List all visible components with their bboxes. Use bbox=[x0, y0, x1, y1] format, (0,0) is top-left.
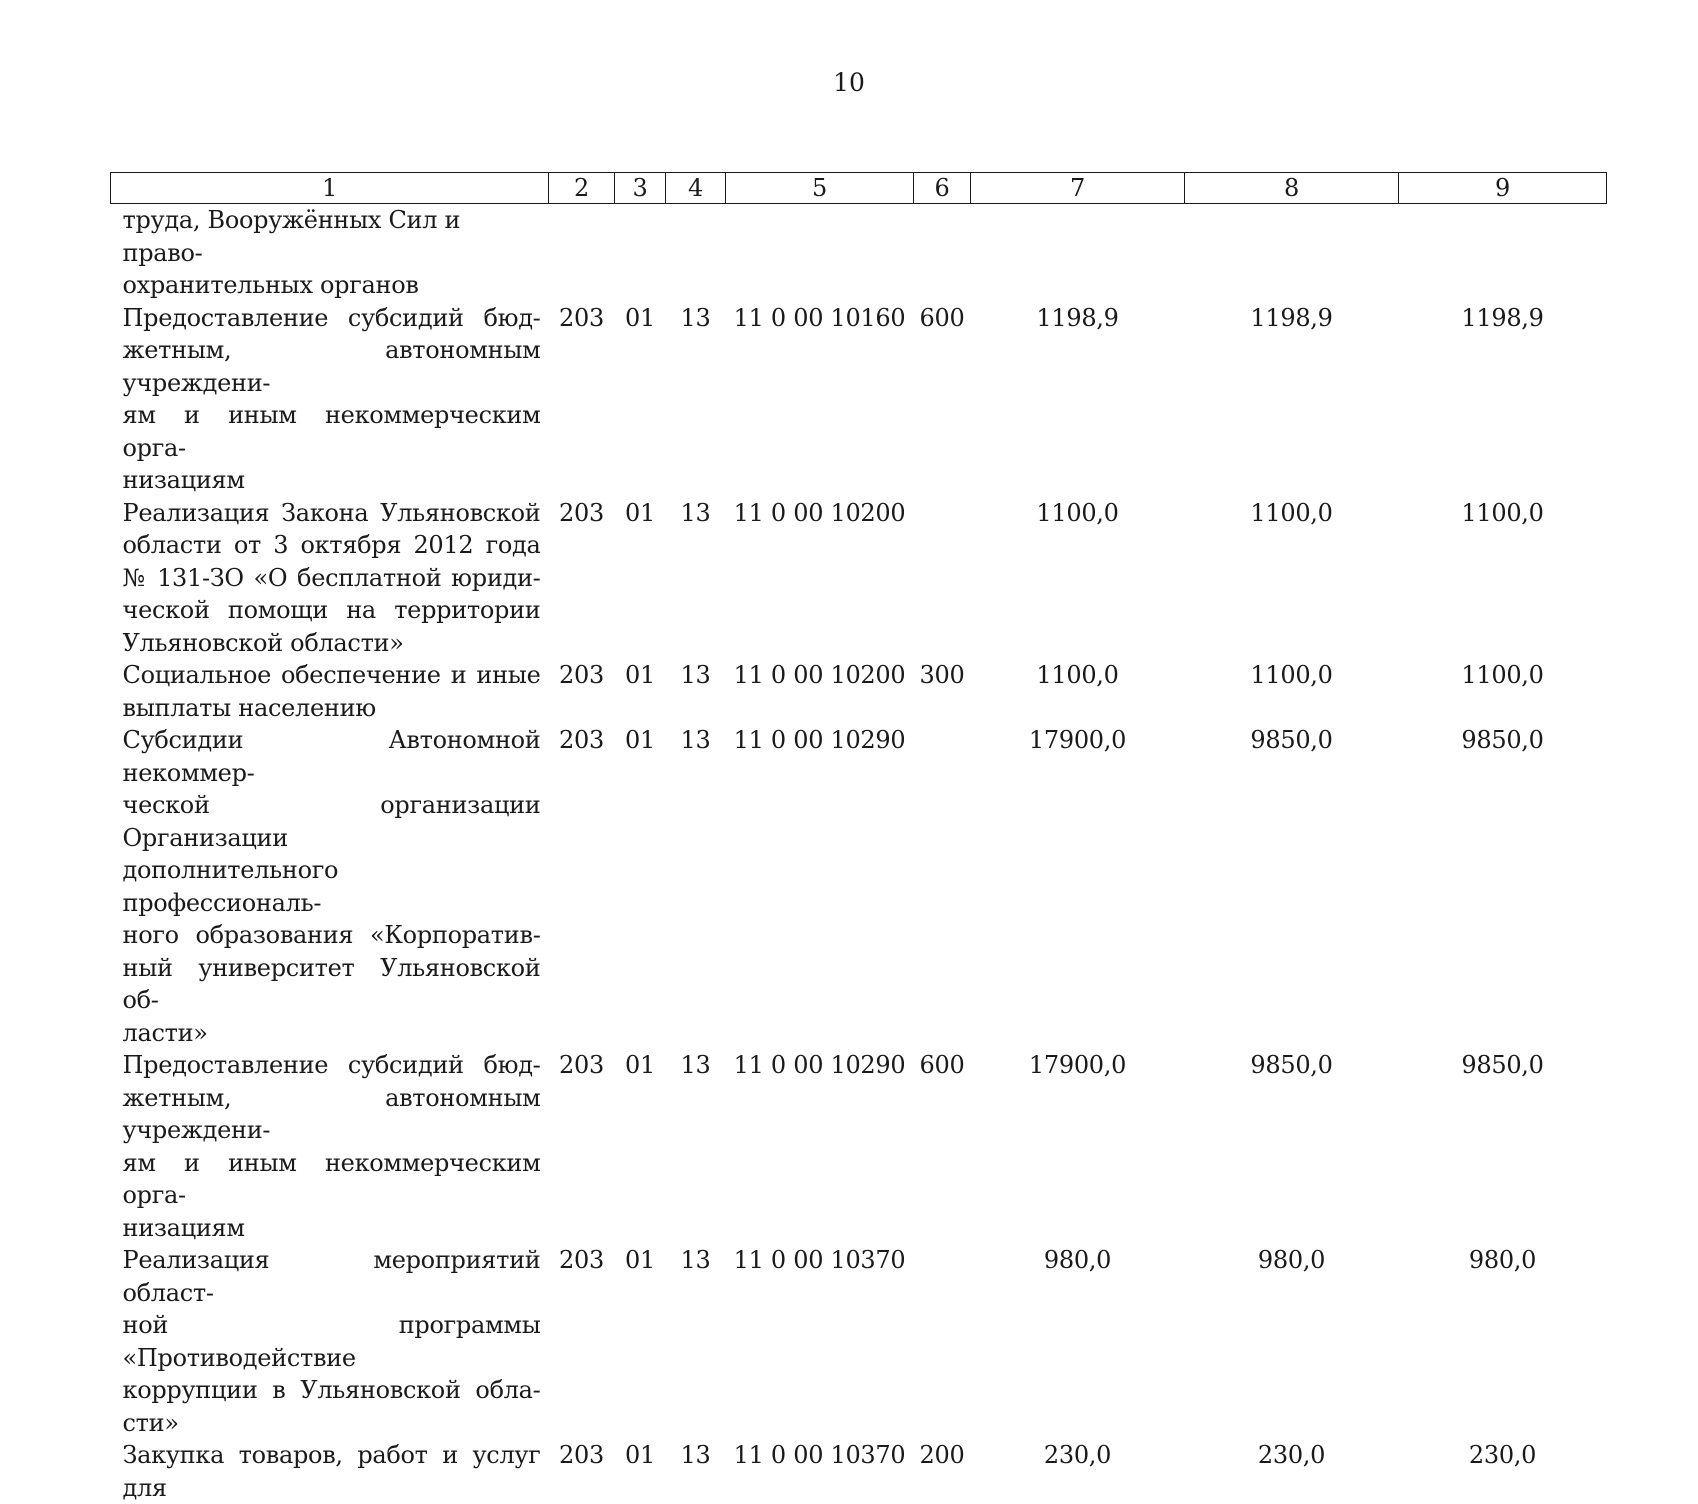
description-line: № 131-ЗО «О бесплатной юриди- bbox=[123, 562, 541, 595]
amount-col-8: 230,0 bbox=[1185, 1439, 1399, 1504]
amount-col-7: 17900,0 bbox=[971, 724, 1185, 1049]
amount-col-7: 1100,0 bbox=[971, 497, 1185, 660]
amount-col-8: 980,0 bbox=[1185, 1244, 1399, 1439]
table-row bbox=[111, 1439, 1607, 1504]
section-code: 203 bbox=[549, 497, 615, 660]
table-row bbox=[111, 497, 1607, 660]
subchapter-code: 13 bbox=[666, 497, 726, 660]
header-col-7: 7 bbox=[971, 173, 1185, 204]
description-line: коррупции в Ульяновской обла- bbox=[123, 1374, 541, 1407]
row-description bbox=[111, 204, 549, 302]
amount-col-7 bbox=[971, 204, 1185, 302]
section-code: 203 bbox=[549, 659, 615, 724]
table-row bbox=[111, 724, 1607, 1049]
header-col-5: 5 bbox=[726, 173, 914, 204]
description-line: жетным, автономным учреждени- bbox=[123, 1082, 541, 1147]
table-row bbox=[111, 204, 1607, 302]
expense-type-code: 200 bbox=[914, 1439, 971, 1504]
table-body bbox=[111, 204, 1607, 1504]
description-line: ческой помощи на территории bbox=[123, 594, 541, 627]
description-line: Закупка товаров, работ и услуг для bbox=[123, 1439, 541, 1504]
subchapter-code: 13 bbox=[666, 302, 726, 497]
description-line: ям и иным некоммерческим орга- bbox=[123, 399, 541, 464]
amount-col-7: 230,0 bbox=[971, 1439, 1185, 1504]
row-description bbox=[111, 1049, 549, 1244]
amount-col-8: 1100,0 bbox=[1185, 659, 1399, 724]
description-line: ный университет Ульяновской об- bbox=[123, 952, 541, 1017]
amount-col-9: 9850,0 bbox=[1399, 1049, 1607, 1244]
target-article-code: 11 0 00 10290 bbox=[726, 724, 914, 1049]
chapter-code: 01 bbox=[615, 497, 666, 660]
description-line: труда, Вооружённых Сил и право- bbox=[123, 204, 541, 269]
expense-type-code: 600 bbox=[914, 1049, 971, 1244]
subchapter-code: 13 bbox=[666, 1439, 726, 1504]
chapter-code: 01 bbox=[615, 724, 666, 1049]
description-line: Предоставление субсидий бюд- bbox=[123, 302, 541, 335]
description-line: Субсидии Автономной некоммер- bbox=[123, 724, 541, 789]
row-description bbox=[111, 724, 549, 1049]
chapter-code: 01 bbox=[615, 302, 666, 497]
expense-type-code bbox=[914, 497, 971, 660]
expense-type-code: 300 bbox=[914, 659, 971, 724]
budget-table bbox=[110, 172, 1607, 1504]
description-line: Реализация мероприятий област- bbox=[123, 1244, 541, 1309]
description-line: Социальное обеспечение и иные bbox=[123, 659, 541, 692]
section-code: 203 bbox=[549, 1049, 615, 1244]
amount-col-8: 9850,0 bbox=[1185, 724, 1399, 1049]
description-line: области от 3 октября 2012 года bbox=[123, 529, 541, 562]
chapter-code: 01 bbox=[615, 1244, 666, 1439]
row-description bbox=[111, 302, 549, 497]
header-col-2: 2 bbox=[549, 173, 615, 204]
amount-col-7: 1100,0 bbox=[971, 659, 1185, 724]
subchapter-code: 13 bbox=[666, 659, 726, 724]
target-article-code: 11 0 00 10200 bbox=[726, 659, 914, 724]
target-article-code: 11 0 00 10370 bbox=[726, 1439, 914, 1504]
description-line: низациям bbox=[123, 464, 541, 497]
description-line: Предоставление субсидий бюд- bbox=[123, 1049, 541, 1082]
target-article-code: 11 0 00 10290 bbox=[726, 1049, 914, 1244]
section-code bbox=[549, 204, 615, 302]
description-line: дополнительного профессиональ- bbox=[123, 854, 541, 919]
expense-type-code bbox=[914, 724, 971, 1049]
header-col-3: 3 bbox=[615, 173, 666, 204]
table-row bbox=[111, 302, 1607, 497]
table-row bbox=[111, 659, 1607, 724]
target-article-code: 11 0 00 10370 bbox=[726, 1244, 914, 1439]
description-line: ласти» bbox=[123, 1017, 541, 1050]
expense-type-code bbox=[914, 204, 971, 302]
description-line: выплаты населению bbox=[123, 692, 541, 725]
section-code: 203 bbox=[549, 1244, 615, 1439]
section-code: 203 bbox=[549, 302, 615, 497]
table-row bbox=[111, 1049, 1607, 1244]
description-line: жетным, автономным учреждени- bbox=[123, 334, 541, 399]
description-line: Реализация Закона Ульяновской bbox=[123, 497, 541, 530]
page-number: 10 bbox=[0, 68, 1698, 98]
amount-col-9: 1198,9 bbox=[1399, 302, 1607, 497]
row-description bbox=[111, 1439, 549, 1504]
amount-col-8 bbox=[1185, 204, 1399, 302]
chapter-code bbox=[615, 204, 666, 302]
description-line: ной программы «Противодействие bbox=[123, 1309, 541, 1374]
chapter-code: 01 bbox=[615, 1049, 666, 1244]
section-code: 203 bbox=[549, 1439, 615, 1504]
description-line: ческой организации Организации bbox=[123, 789, 541, 854]
amount-col-7: 17900,0 bbox=[971, 1049, 1185, 1244]
row-description bbox=[111, 659, 549, 724]
row-description bbox=[111, 1244, 549, 1439]
expense-type-code: 600 bbox=[914, 302, 971, 497]
amount-col-9: 980,0 bbox=[1399, 1244, 1607, 1439]
target-article-code: 11 0 00 10160 bbox=[726, 302, 914, 497]
row-description bbox=[111, 497, 549, 660]
subchapter-code bbox=[666, 204, 726, 302]
description-line: низациям bbox=[123, 1212, 541, 1245]
target-article-code bbox=[726, 204, 914, 302]
expense-type-code bbox=[914, 1244, 971, 1439]
header-col-4: 4 bbox=[666, 173, 726, 204]
table-row bbox=[111, 1244, 1607, 1439]
target-article-code: 11 0 00 10200 bbox=[726, 497, 914, 660]
amount-col-9: 230,0 bbox=[1399, 1439, 1607, 1504]
subchapter-code: 13 bbox=[666, 1049, 726, 1244]
header-col-8: 8 bbox=[1185, 173, 1399, 204]
chapter-code: 01 bbox=[615, 659, 666, 724]
subchapter-code: 13 bbox=[666, 1244, 726, 1439]
amount-col-8: 1198,9 bbox=[1185, 302, 1399, 497]
description-line: ям и иным некоммерческим орга- bbox=[123, 1147, 541, 1212]
amount-col-9 bbox=[1399, 204, 1607, 302]
amount-col-7: 980,0 bbox=[971, 1244, 1185, 1439]
chapter-code: 01 bbox=[615, 1439, 666, 1504]
section-code: 203 bbox=[549, 724, 615, 1049]
header-col-1: 1 bbox=[111, 173, 549, 204]
table-header bbox=[111, 173, 1607, 204]
subchapter-code: 13 bbox=[666, 724, 726, 1049]
header-row bbox=[111, 173, 1607, 204]
amount-col-8: 9850,0 bbox=[1185, 1049, 1399, 1244]
description-line: сти» bbox=[123, 1407, 541, 1440]
description-line: ного образования «Корпоратив- bbox=[123, 919, 541, 952]
description-line: Ульяновской области» bbox=[123, 627, 541, 660]
amount-col-9: 1100,0 bbox=[1399, 659, 1607, 724]
header-col-6: 6 bbox=[914, 173, 971, 204]
amount-col-9: 1100,0 bbox=[1399, 497, 1607, 660]
amount-col-8: 1100,0 bbox=[1185, 497, 1399, 660]
amount-col-7: 1198,9 bbox=[971, 302, 1185, 497]
header-col-9: 9 bbox=[1399, 173, 1607, 204]
description-line: охранительных органов bbox=[123, 269, 541, 302]
amount-col-9: 9850,0 bbox=[1399, 724, 1607, 1049]
